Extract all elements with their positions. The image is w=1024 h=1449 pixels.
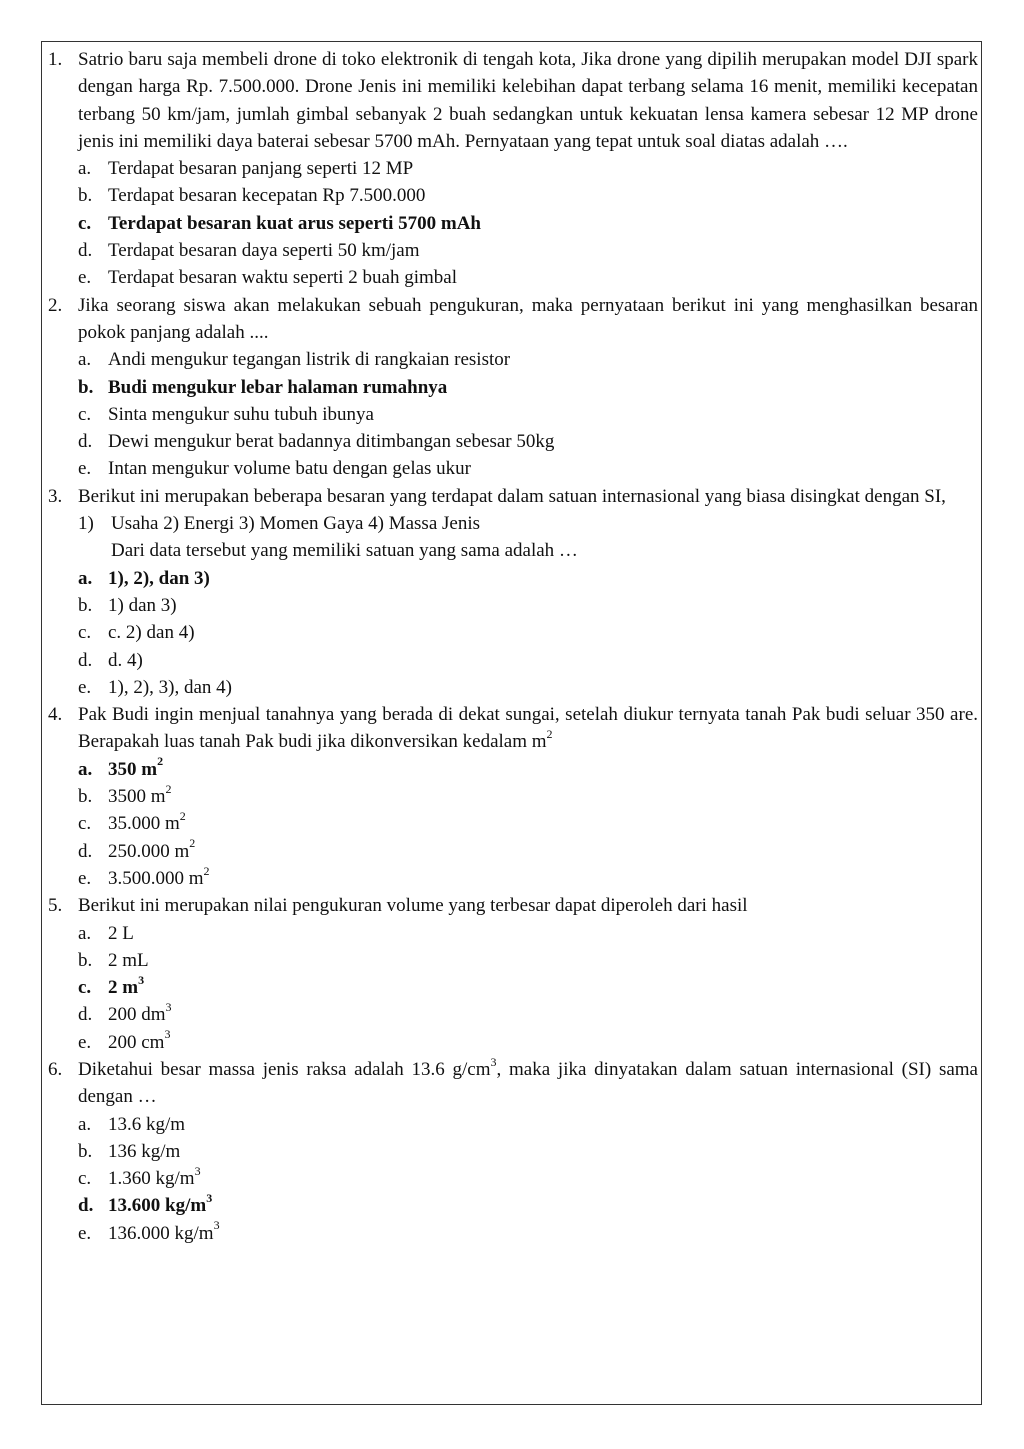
option-6c (78, 1165, 978, 1192)
question-3 (48, 483, 978, 510)
option-label: c. (78, 1168, 92, 1190)
superscript: 3 (164, 1027, 171, 1042)
option-text: Terdapat besaran waktu seperti 2 buah gimbal (108, 267, 457, 289)
option-1d (78, 237, 978, 264)
superscript: 3 (213, 1218, 220, 1233)
option-text: 200 dm (108, 1004, 166, 1026)
question-number: 6. (48, 1058, 63, 1080)
question-text (78, 701, 978, 756)
superscript: 2 (189, 836, 196, 851)
question-number: 1. (48, 49, 63, 70)
option-label: e. (78, 676, 92, 698)
option-2a (78, 346, 978, 373)
option-2b-correct (78, 374, 978, 401)
superscript: 2 (179, 808, 186, 823)
option-3b (78, 592, 978, 619)
option-text: Terdapat besaran kecepatan Rp 7.500.000 (108, 185, 426, 207)
item-text: Usaha 2) Energi 3) Momen Gaya 4) Massa Jenis (111, 513, 481, 535)
question-text: Berikut ini merupakan nilai pengukuran volume yang terbesar dapat diperoleh dari hasil (78, 895, 748, 917)
option-6a (78, 1111, 978, 1138)
option-label: d. (78, 240, 93, 262)
superscript: 2 (203, 863, 210, 878)
option-6b (78, 1138, 978, 1165)
option-text: 35.000 m (108, 813, 180, 835)
option-text: Dewi mengukur berat badannya ditimbangan sebesar 50kg (108, 431, 555, 453)
option-text: 2 mL (108, 949, 149, 971)
option-text: 13.600 kg/m (108, 1195, 207, 1217)
superscript: 2 (165, 781, 172, 796)
option-text: 1), 2), 3), dan 4) (108, 676, 232, 698)
option-2d (78, 428, 978, 455)
question-2 (48, 292, 978, 347)
option-text: Andi mengukur tegangan listrik di rangkaian resistor (108, 349, 511, 371)
question-statement: Dari data tersebut yang memiliki satuan yang sama adalah … (111, 540, 578, 562)
question-list (48, 46, 978, 1247)
option-4c (78, 810, 978, 837)
option-label: a. (78, 758, 93, 780)
question-text-body: Pak Budi ingin menjual tanahnya yang berada di dekat sungai, setelah diukur ternyata tanah Pak budi seluar 350 are. Berapakah luas tanah Pak budi jika dikonversikan kedalam m (78, 704, 978, 753)
option-text: 13.6 kg/m (108, 1113, 186, 1135)
option-2e (78, 455, 978, 482)
option-label: c. (78, 813, 92, 835)
option-label: a. (78, 349, 92, 371)
option-label: b. (78, 594, 93, 616)
option-label: c. (78, 403, 92, 425)
option-6d-correct (78, 1192, 978, 1219)
option-label: a. (78, 158, 92, 180)
question-1 (48, 46, 978, 155)
option-text: c. 2) dan 4) (108, 622, 195, 644)
question-6 (48, 1056, 978, 1111)
option-label: d. (78, 431, 93, 453)
option-text: Sinta mengukur suhu tubuh ibunya (108, 403, 374, 425)
superscript: 2 (546, 727, 553, 742)
option-label: a. (78, 567, 93, 589)
option-3c (78, 619, 978, 646)
option-text: 1.360 kg/m (108, 1168, 195, 1190)
question-number: 3. (48, 485, 63, 507)
question-number: 5. (48, 895, 63, 917)
option-label: b. (78, 1140, 93, 1162)
question-number: 4. (48, 704, 63, 726)
option-text: 1) dan 3) (108, 594, 177, 616)
superscript: 3 (165, 1000, 172, 1015)
option-4d (78, 838, 978, 865)
option-5d (78, 1001, 978, 1028)
option-label: c. (78, 622, 92, 644)
question-text-body: , maka jika dinyatakan dalam satuan internasional (SI) sama dengan … (78, 1058, 978, 1108)
option-1e (78, 264, 978, 291)
statement-list-item (78, 510, 978, 537)
question-text: Satrio baru saja membeli drone di toko elektronik di tengah kota, Jika drone yang dipilih merupakan model DJI spark dengan harga Rp. 7.500.000. Drone Jenis ini memiliki kelebihan dapat terbang selama 16 menit, memiliki kecepatan terbang 50 km/jam, jumlah gimbal sebanyak 2 buah sedangkan untuk kekuatan lensa kamera sebesar 12 MP drone jenis ini memiliki daya baterai sebesar 5700 mAh. Pernyataan yang tepat untuk soal diatas adalah …. (78, 49, 978, 152)
option-text: 200 cm (108, 1031, 165, 1053)
option-5c-correct (78, 974, 978, 1001)
option-label: e. (78, 1222, 92, 1244)
option-label: d. (78, 1195, 94, 1217)
option-text: 136.000 kg/m (108, 1222, 214, 1244)
option-text: 2 L (108, 922, 134, 944)
question-4 (48, 701, 978, 756)
option-1b (78, 182, 978, 209)
option-text: Terdapat besaran kuat arus seperti 5700 mAh (108, 212, 481, 234)
option-label: c. (78, 977, 92, 999)
question-text-body: Diketahui besar massa jenis raksa adalah 13.6 g/cm (78, 1058, 491, 1080)
superscript: 2 (157, 754, 164, 769)
question-number: 2. (48, 294, 63, 316)
option-label: a. (78, 922, 92, 944)
option-label: d. (78, 1004, 93, 1026)
option-label: e. (78, 458, 92, 480)
option-text: 136 kg/m (108, 1140, 181, 1162)
option-4b (78, 783, 978, 810)
option-text: Terdapat besaran panjang seperti 12 MP (108, 158, 414, 180)
option-3d (78, 647, 978, 674)
option-label: a. (78, 1113, 92, 1135)
question-5 (48, 892, 978, 919)
option-text: 250.000 m (108, 840, 190, 862)
option-5e (78, 1029, 978, 1056)
option-label: b. (78, 786, 93, 808)
superscript: 3 (138, 972, 145, 987)
option-text: 3.500.000 m (108, 867, 204, 889)
option-label: e. (78, 267, 92, 289)
option-text: 350 m (108, 758, 158, 780)
option-2c (78, 401, 978, 428)
option-label: b. (78, 949, 93, 971)
option-1a (78, 155, 978, 182)
superscript: 3 (194, 1163, 201, 1178)
option-4e (78, 865, 978, 892)
superscript: 3 (206, 1191, 213, 1206)
option-label: b. (78, 376, 94, 398)
question-text (78, 1056, 978, 1111)
option-label: e. (78, 867, 92, 889)
option-text: Terdapat besaran daya seperti 50 km/jam (108, 240, 420, 262)
option-label: d. (78, 840, 93, 862)
item-label: 1) (78, 513, 94, 535)
option-3a-correct (78, 565, 978, 592)
option-label: c. (78, 212, 92, 234)
option-5a (78, 920, 978, 947)
option-5b (78, 947, 978, 974)
option-text: 3500 m (108, 786, 166, 808)
option-text: Intan mengukur volume batu dengan gelas ukur (108, 458, 472, 480)
option-text: 2 m (108, 977, 139, 999)
option-text: 1), 2), dan 3) (108, 567, 210, 589)
option-label: d. (78, 649, 93, 671)
question-text: Jika seorang siswa akan melakukan sebuah pengukuran, maka pernyataan berikut ini yang menghasilkan besaran pokok panjang adalah .... (78, 294, 978, 343)
option-3e (78, 674, 978, 701)
option-4a-correct (78, 756, 978, 783)
superscript: 3 (490, 1054, 497, 1069)
option-text: d. 4) (108, 649, 143, 671)
option-label: b. (78, 185, 93, 207)
question-text: Berikut ini merupakan beberapa besaran yang terdapat dalam satuan internasional yang biasa disingkat dengan SI, (78, 485, 946, 507)
option-6e (78, 1220, 978, 1247)
option-text: Budi mengukur lebar halaman rumahnya (108, 376, 448, 398)
option-label: e. (78, 1031, 92, 1053)
option-1c-correct (78, 210, 978, 237)
